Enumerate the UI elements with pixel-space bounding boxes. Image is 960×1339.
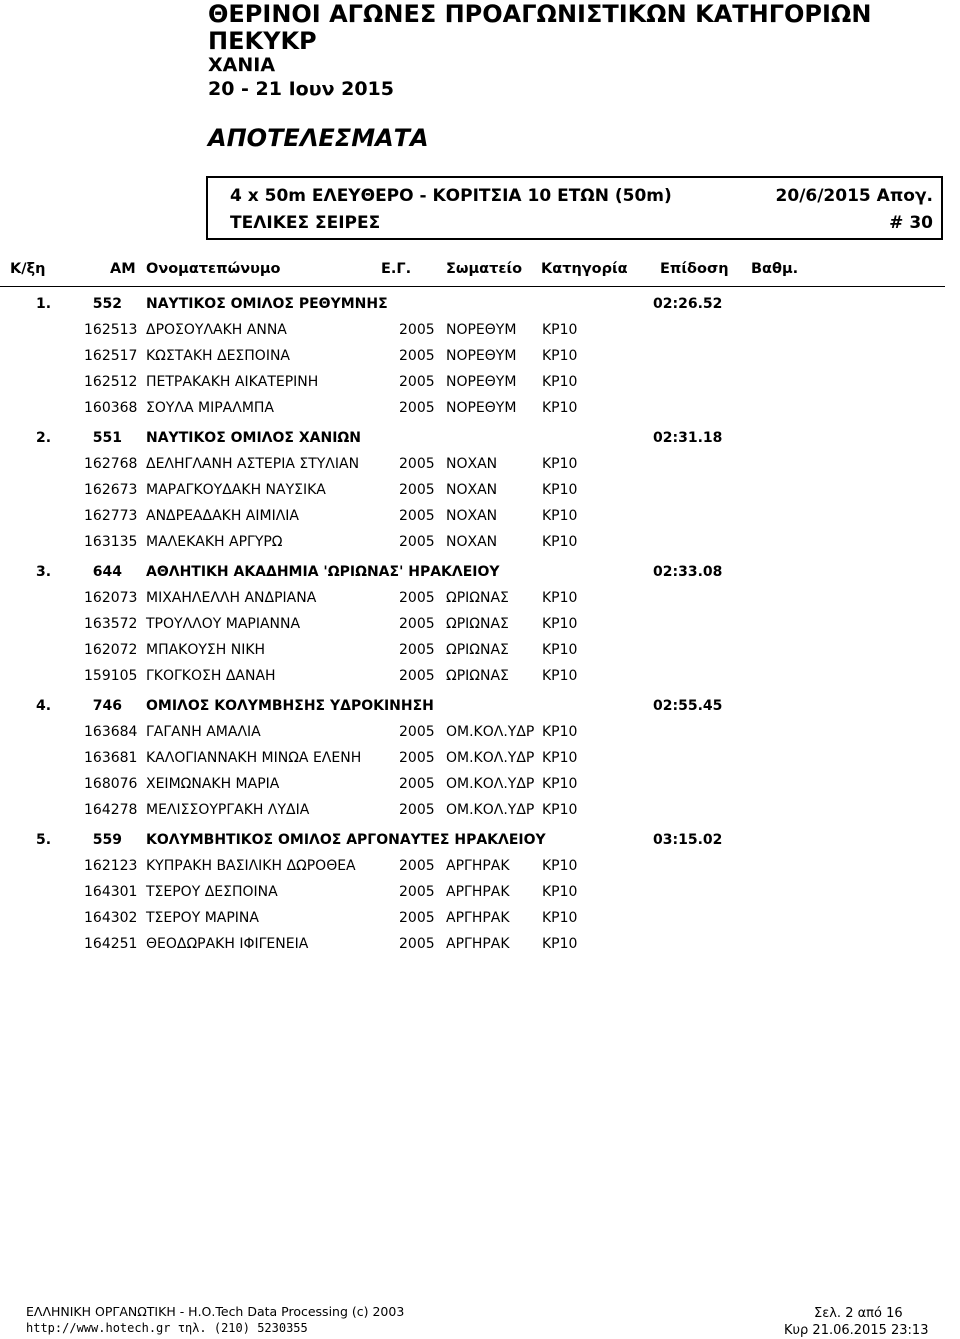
- swimmer-category: ΚΡ10: [542, 936, 578, 952]
- team-code: 644: [92, 564, 122, 580]
- footer-org: ΕΛΛΗΝΙΚΗ ΟΡΓΑΝΩΤΙΚΗ - Η.Ο.Tech Data Processing (c) 2003: [26, 1304, 405, 1319]
- page-number: Σελ. 2 από 16: [814, 1306, 903, 1321]
- event-round: ΤΕΛΙΚΕΣ ΣΕΙΡΕΣ: [230, 213, 381, 233]
- team-row: [0, 564, 960, 584]
- col-category: Κατηγορία: [541, 261, 628, 277]
- swimmer-yob: 2005: [399, 776, 435, 792]
- swimmer-category: ΚΡ10: [542, 322, 578, 338]
- swimmer-club: ΝΟΧΑΝ: [446, 482, 498, 498]
- swimmer-am: 162768: [84, 456, 138, 472]
- meet-dates: 20 - 21 Ιουν 2015: [208, 78, 395, 100]
- team-rank: 4.: [36, 698, 52, 714]
- swimmer-row: [0, 456, 960, 474]
- swimmer-yob: 2005: [399, 724, 435, 740]
- swimmer-category: ΚΡ10: [542, 534, 578, 550]
- meet-title: ΘΕΡΙΝΟΙ ΑΓΩΝΕΣ ΠΡΟΑΓΩΝΙΣΤΙΚΩΝ ΚΑΤΗΓΟΡΙΩΝ: [208, 0, 872, 28]
- swimmer-yob: 2005: [399, 910, 435, 926]
- swimmer-row: [0, 750, 960, 768]
- team-rank: 1.: [36, 296, 52, 312]
- swimmer-am: 168076: [84, 776, 138, 792]
- swimmer-category: ΚΡ10: [542, 482, 578, 498]
- swimmer-category: ΚΡ10: [542, 348, 578, 364]
- swimmer-name: ΓΑΓΑΝΗ ΑΜΑΛΙΑ: [146, 724, 261, 740]
- swimmer-name: ΜΠΑΚΟΥΣΗ ΝΙΚΗ: [146, 642, 266, 658]
- team-name: ΟΜΙΛΟΣ ΚΟΛΥΜΒΗΣΗΣ ΥΔΡΟΚΙΝΗΣΗ: [146, 698, 434, 714]
- swimmer-yob: 2005: [399, 884, 435, 900]
- swimmer-row: [0, 322, 960, 340]
- swimmer-row: [0, 482, 960, 500]
- team-name: ΑΘΛΗΤΙΚΗ ΑΚΑΔΗΜΙΑ 'ΩΡΙΩΝΑΣ' ΗΡΑΚΛΕΙΟΥ: [146, 564, 500, 580]
- team-block: [0, 430, 960, 560]
- column-header: [0, 261, 960, 281]
- swimmer-row: [0, 724, 960, 742]
- swimmer-category: ΚΡ10: [542, 910, 578, 926]
- swimmer-name: ΜΑΡΑΓΚΟΥΔΑΚΗ ΝΑΥΣΙΚΑ: [146, 482, 326, 498]
- swimmer-name: ΚΩΣΤΑΚΗ ΔΕΣΠΟΙΝΑ: [146, 348, 291, 364]
- swimmer-club: ΝΟΡΕΘΥΜ: [446, 348, 517, 364]
- team-time: 03:15.02: [653, 832, 723, 848]
- swimmer-club: ΑΡΓΗΡΑΚ: [446, 936, 510, 952]
- swimmer-row: [0, 936, 960, 954]
- col-yob: Ε.Γ.: [381, 261, 412, 277]
- swimmer-row: [0, 508, 960, 526]
- col-rank: Κ/ξη: [10, 261, 46, 277]
- swimmer-club: ΩΡΙΩΝΑΣ: [446, 668, 509, 684]
- event-name: 4 x 50m ΕΛΕΥΘΕΡΟ - ΚΟΡΙΤΣΙΑ 10 ΕΤΩΝ (50m): [230, 186, 672, 206]
- swimmer-club: ΝΟΧΑΝ: [446, 508, 498, 524]
- team-rank: 2.: [36, 430, 52, 446]
- swimmer-category: ΚΡ10: [542, 858, 578, 874]
- swimmer-club: ΝΟΧΑΝ: [446, 456, 498, 472]
- swimmer-club: ΟΜ.ΚΟΛ.ΥΔΡ: [446, 750, 535, 766]
- swimmer-am: 162517: [84, 348, 138, 364]
- swimmer-category: ΚΡ10: [542, 776, 578, 792]
- col-time: Επίδοση: [660, 261, 729, 277]
- team-name: ΝΑΥΤΙΚΟΣ ΟΜΙΛΟΣ ΡΕΘΥΜΝΗΣ: [146, 296, 388, 312]
- swimmer-yob: 2005: [399, 750, 435, 766]
- team-name: ΚΟΛΥΜΒΗΤΙΚΟΣ ΟΜΙΛΟΣ ΑΡΓΟΝΑΥΤΕΣ ΗΡΑΚΛΕΙΟΥ: [146, 832, 546, 848]
- swimmer-am: 162072: [84, 642, 138, 658]
- swimmer-am: 163684: [84, 724, 138, 740]
- swimmer-am: 162123: [84, 858, 138, 874]
- swimmer-row: [0, 802, 960, 820]
- swimmer-category: ΚΡ10: [542, 724, 578, 740]
- team-time: 02:33.08: [653, 564, 723, 580]
- swimmer-am: 162513: [84, 322, 138, 338]
- team-row: [0, 296, 960, 316]
- swimmer-row: [0, 348, 960, 366]
- event-date: 20/6/2015 Απογ.: [775, 186, 933, 206]
- swimmer-yob: 2005: [399, 374, 435, 390]
- swimmer-am: 164278: [84, 802, 138, 818]
- swimmer-name: ΜΑΛΕΚΑΚΗ ΑΡΓΥΡΩ: [146, 534, 283, 550]
- event-box: [206, 176, 943, 240]
- swimmer-yob: 2005: [399, 616, 435, 632]
- swimmer-am: 162673: [84, 482, 138, 498]
- col-name: Ονοματεπώνυμο: [146, 261, 281, 277]
- swimmer-yob: 2005: [399, 508, 435, 524]
- swimmer-yob: 2005: [399, 668, 435, 684]
- swimmer-club: ΝΟΡΕΘΥΜ: [446, 374, 517, 390]
- swimmer-am: 164301: [84, 884, 138, 900]
- swimmer-category: ΚΡ10: [542, 508, 578, 524]
- swimmer-row: [0, 642, 960, 660]
- meet-organizer: ΠΕΚΥΚΡ: [208, 27, 317, 55]
- footer-url: http://www.hotech.gr τηλ. (210) 5230355: [26, 1321, 308, 1335]
- swimmer-club: ΟΜ.ΚΟΛ.ΥΔΡ: [446, 802, 535, 818]
- col-points: Βαθμ.: [751, 261, 799, 277]
- swimmer-am: 163681: [84, 750, 138, 766]
- swimmer-name: ΤΣΕΡΟΥ ΔΕΣΠΟΙΝΑ: [146, 884, 278, 900]
- swimmer-row: [0, 616, 960, 634]
- swimmer-club: ΝΟΧΑΝ: [446, 534, 498, 550]
- swimmer-row: [0, 776, 960, 794]
- team-row: [0, 430, 960, 450]
- swimmer-category: ΚΡ10: [542, 642, 578, 658]
- swimmer-row: [0, 668, 960, 686]
- swimmer-category: ΚΡ10: [542, 884, 578, 900]
- team-block: [0, 564, 960, 694]
- results-heading: ΑΠΟΤΕΛΕΣΜΑΤΑ: [208, 124, 429, 152]
- team-rank: 5.: [36, 832, 52, 848]
- swimmer-category: ΚΡ10: [542, 456, 578, 472]
- swimmer-am: 164251: [84, 936, 138, 952]
- swimmer-name: ΘΕΟΔΩΡΑΚΗ ΙΦΙΓΕΝΕΙΑ: [146, 936, 309, 952]
- swimmer-yob: 2005: [399, 322, 435, 338]
- swimmer-am: 163135: [84, 534, 138, 550]
- team-row: [0, 832, 960, 852]
- swimmer-row: [0, 400, 960, 418]
- swimmer-name: ΜΙΧΑΗΛΕΛΛΗ ΑΝΔΡΙΑΝΑ: [146, 590, 317, 606]
- swimmer-club: ΟΜ.ΚΟΛ.ΥΔΡ: [446, 776, 535, 792]
- swimmer-club: ΝΟΡΕΘΥΜ: [446, 322, 517, 338]
- team-time: 02:26.52: [653, 296, 723, 312]
- team-rank: 3.: [36, 564, 52, 580]
- team-code: 551: [92, 430, 122, 446]
- header-rule: [0, 286, 945, 287]
- swimmer-club: ΑΡΓΗΡΑΚ: [446, 910, 510, 926]
- col-club: Σωματείο: [446, 261, 523, 277]
- swimmer-am: 160368: [84, 400, 138, 416]
- swimmer-club: ΩΡΙΩΝΑΣ: [446, 642, 509, 658]
- swimmer-club: ΩΡΙΩΝΑΣ: [446, 590, 509, 606]
- swimmer-yob: 2005: [399, 642, 435, 658]
- swimmer-category: ΚΡ10: [542, 802, 578, 818]
- swimmer-club: ΑΡΓΗΡΑΚ: [446, 884, 510, 900]
- swimmer-name: ΔΕΛΗΓΛΑΝΗ ΑΣΤΕΡΙΑ ΣΤΥΛΙΑΝ: [146, 456, 360, 472]
- swimmer-am: 162073: [84, 590, 138, 606]
- team-block: [0, 698, 960, 828]
- swimmer-name: ΔΡΟΣΟΥΛΑΚΗ ΑΝΝΑ: [146, 322, 287, 338]
- swimmer-name: ΑΝΔΡΕΑΔΑΚΗ ΑΙΜΙΛΙΑ: [146, 508, 300, 524]
- swimmer-club: ΑΡΓΗΡΑΚ: [446, 858, 510, 874]
- swimmer-yob: 2005: [399, 348, 435, 364]
- team-time: 02:55.45: [653, 698, 723, 714]
- team-code: 746: [92, 698, 122, 714]
- swimmer-name: ΤΣΕΡΟΥ ΜΑΡΙΝΑ: [146, 910, 259, 926]
- meet-city: ΧΑΝΙΑ: [208, 54, 276, 76]
- team-code: 559: [92, 832, 122, 848]
- swimmer-category: ΚΡ10: [542, 400, 578, 416]
- swimmer-name: ΠΕΤΡΑΚΑΚΗ ΑΙΚΑΤΕΡΙΝΗ: [146, 374, 319, 390]
- swimmer-category: ΚΡ10: [542, 616, 578, 632]
- team-name: ΝΑΥΤΙΚΟΣ ΟΜΙΛΟΣ ΧΑΝΙΩΝ: [146, 430, 362, 446]
- team-row: [0, 698, 960, 718]
- swimmer-yob: 2005: [399, 590, 435, 606]
- swimmer-row: [0, 884, 960, 902]
- swimmer-row: [0, 374, 960, 392]
- swimmer-am: 159105: [84, 668, 138, 684]
- team-block: [0, 296, 960, 426]
- swimmer-yob: 2005: [399, 936, 435, 952]
- swimmer-row: [0, 858, 960, 876]
- swimmer-name: ΓΚΟΓΚΟΣΗ ΔΑΝΑΗ: [146, 668, 276, 684]
- event-number: # 30: [889, 213, 933, 233]
- swimmer-am: 162773: [84, 508, 138, 524]
- swimmer-row: [0, 590, 960, 608]
- swimmer-row: [0, 534, 960, 552]
- swimmer-name: ΣΟΥΛΑ ΜΙΡΑΛΜΠΑ: [146, 400, 275, 416]
- print-timestamp: Κυρ 21.06.2015 23:13: [784, 1323, 929, 1338]
- swimmer-category: ΚΡ10: [542, 590, 578, 606]
- swimmer-yob: 2005: [399, 400, 435, 416]
- swimmer-name: ΧΕΙΜΩΝΑΚΗ ΜΑΡΙΑ: [146, 776, 280, 792]
- swimmer-name: ΤΡΟΥΛΛΟΥ ΜΑΡΙΑΝΝΑ: [146, 616, 301, 632]
- swimmer-am: 162512: [84, 374, 138, 390]
- swimmer-yob: 2005: [399, 534, 435, 550]
- swimmer-am: 163572: [84, 616, 138, 632]
- swimmer-yob: 2005: [399, 858, 435, 874]
- swimmer-name: ΜΕΛΙΣΣΟΥΡΓΑΚΗ ΛΥΔΙΑ: [146, 802, 310, 818]
- col-am: ΑΜ: [110, 261, 136, 277]
- swimmer-club: ΟΜ.ΚΟΛ.ΥΔΡ: [446, 724, 535, 740]
- team-time: 02:31.18: [653, 430, 723, 446]
- swimmer-category: ΚΡ10: [542, 668, 578, 684]
- swimmer-yob: 2005: [399, 456, 435, 472]
- swimmer-am: 164302: [84, 910, 138, 926]
- swimmer-category: ΚΡ10: [542, 374, 578, 390]
- swimmer-category: ΚΡ10: [542, 750, 578, 766]
- swimmer-row: [0, 910, 960, 928]
- swimmer-name: ΚΑΛΟΓΙΑΝΝΑΚΗ ΜΙΝΩΑ ΕΛΕΝΗ: [146, 750, 362, 766]
- swimmer-club: ΩΡΙΩΝΑΣ: [446, 616, 509, 632]
- swimmer-club: ΝΟΡΕΘΥΜ: [446, 400, 517, 416]
- team-code: 552: [92, 296, 122, 312]
- swimmer-yob: 2005: [399, 482, 435, 498]
- swimmer-name: ΚΥΠΡΑΚΗ ΒΑΣΙΛΙΚΗ ΔΩΡΟΘΕΑ: [146, 858, 356, 874]
- swimmer-yob: 2005: [399, 802, 435, 818]
- team-block: [0, 832, 960, 962]
